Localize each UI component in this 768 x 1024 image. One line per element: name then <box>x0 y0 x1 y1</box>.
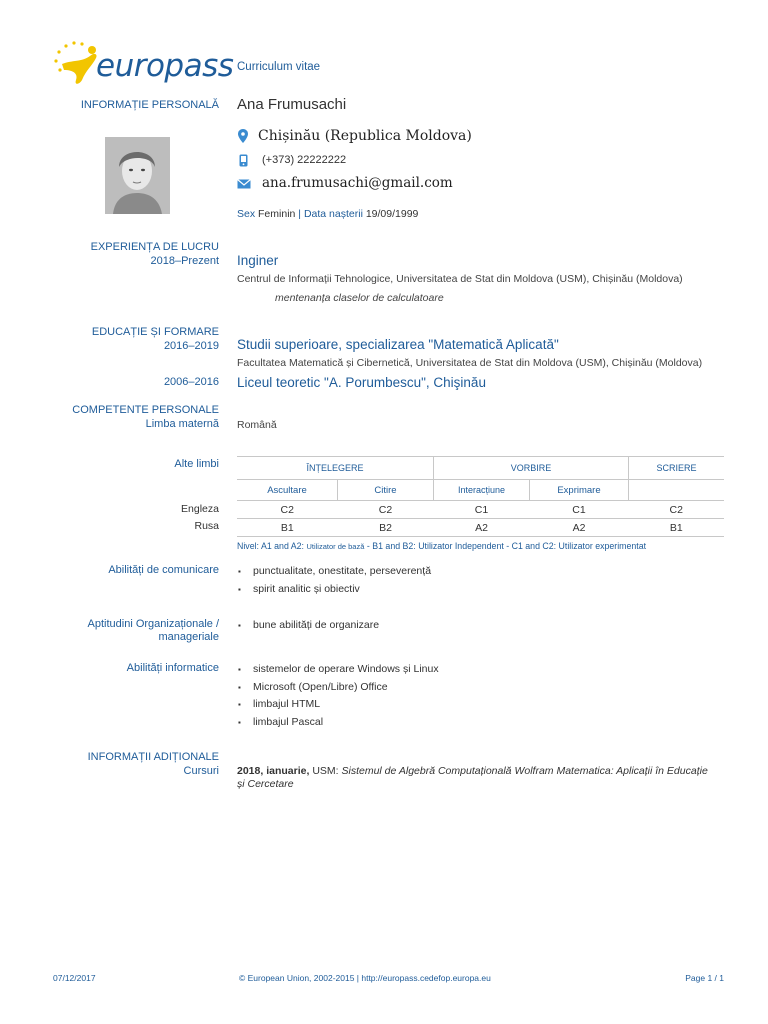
group-understanding: ÎNȚELEGERE <box>237 457 434 480</box>
course-title-line1: Sistemul de Algebră Computațională Wolfram Matematica: Aplicații în Educație <box>341 765 708 777</box>
experience-period: 2018–Prezent <box>150 255 219 267</box>
organisational-label-line2: manageriale <box>158 631 219 643</box>
section-education-label: EDUCAȚIE ȘI FORMARE <box>91 326 219 338</box>
mobile-phone-icon <box>239 154 248 170</box>
course-title-line2: și Cercetare <box>237 778 294 790</box>
courses-label: Cursuri <box>183 765 219 777</box>
subhead-listening: Ascultare <box>237 480 338 501</box>
education-period-2: 2006–2016 <box>163 376 219 388</box>
organisational-label-line1: Aptitudini Organizaționale / <box>87 618 219 630</box>
legend-part-c: - B1 and B2: Utilizator Independent - C1 and C2: Utilizator experimentat <box>366 541 647 551</box>
experience-employer: Centrul de Informații Tehnologice, Universitatea de Stat din Moldova (USM), Chișinău (Moldova) <box>237 273 683 285</box>
table-cell: C2 <box>629 501 725 519</box>
footer-copyright[interactable]: © European Union, 2002-2015 | http://europass.cedefop.europa.eu <box>239 973 491 983</box>
education-institution-1: Facultatea Matematică și Cibernetică, Universitatea de Stat din Moldova (USM), Chișinău (Moldova) <box>237 357 703 369</box>
table-cell: C1 <box>434 501 530 519</box>
list-item: ▪ Microsoft (Open/Libre) Office <box>237 679 439 697</box>
experience-description: mentenanța claselor de calculatoare <box>275 292 444 304</box>
experience-title: Inginer <box>237 253 279 268</box>
section-experience-label: EXPERIENȚA DE LUCRU <box>90 241 219 253</box>
subhead-production: Exprimare <box>530 480 629 501</box>
doc-title: Curriculum vitae <box>237 61 321 73</box>
course-org: USM: <box>312 765 339 777</box>
communication-label: Abilități de comunicare <box>108 564 219 576</box>
full-name: Ana Frumusachi <box>237 96 347 113</box>
sex-birth-line <box>237 208 418 220</box>
table-cell: A2 <box>434 519 530 537</box>
section-additional-label: INFORMAȚII ADIȚIONALE <box>87 751 219 763</box>
subhead-reading: Citire <box>338 480 434 501</box>
education-period-1: 2016–2019 <box>163 340 219 352</box>
table-cell: B2 <box>338 519 434 537</box>
group-writing: SCRIERE <box>629 457 725 480</box>
table-cell: B1 <box>237 519 338 537</box>
footer-page-number: Page 1 / 1 <box>685 973 724 983</box>
languages-table <box>237 456 724 537</box>
section-personal-label: INFORMAȚIE PERSONALĂ <box>80 99 219 111</box>
table-cell: B1 <box>629 519 725 537</box>
legend-part-b: Utilizator de bază <box>306 542 365 551</box>
education-title-1: Studii superioare, specializarea "Matematică Aplicată" <box>237 337 559 352</box>
location-icon <box>238 129 248 146</box>
education-title-2: Liceul teoretic "A. Porumbescu", Chişinău <box>237 375 486 390</box>
email-icon <box>237 179 251 192</box>
course-date: 2018, ianuarie, <box>237 765 310 777</box>
separator: | <box>298 208 302 220</box>
computer-list <box>237 661 439 731</box>
phone-text: (+373) 22222222 <box>262 154 347 166</box>
table-row <box>237 519 724 537</box>
sex-label: Sex <box>237 208 256 220</box>
profile-photo <box>105 137 170 214</box>
mother-tongue-label: Limba maternă <box>145 418 219 430</box>
mother-tongue-value: Română <box>237 419 277 431</box>
email-link[interactable]: ana.frumusachi@gmail.com <box>262 175 453 191</box>
language-level-legend <box>237 541 646 551</box>
section-skills-label: COMPETENTE PERSONALE <box>72 404 219 416</box>
birth-value: 19/09/1999 <box>365 208 419 220</box>
birth-label: Data nașterii <box>303 208 363 220</box>
list-item: ▪ spirit analitic și obiectiv <box>237 581 431 599</box>
footer-date: 07/12/2017 <box>53 973 96 983</box>
table-cell: A2 <box>530 519 629 537</box>
other-languages-label: Alte limbi <box>174 458 219 470</box>
address-text: Chișinău (Republica Moldova) <box>258 128 472 144</box>
course-entry <box>237 765 727 791</box>
table-row <box>237 501 724 519</box>
table-cell: C2 <box>338 501 434 519</box>
lang-row-label-engleza: Engleza <box>181 503 219 515</box>
list-item: ▪ bune abilități de organizare <box>237 617 379 635</box>
list-item: ▪ sistemelor de operare Windows și Linux <box>237 661 439 679</box>
computer-label: Abilități informatice <box>126 662 219 674</box>
table-cell: C1 <box>530 501 629 519</box>
list-item: ▪ limbajul Pascal <box>237 714 439 732</box>
organisational-list <box>237 617 379 635</box>
lang-row-label-rusa: Rusa <box>194 520 219 532</box>
europass-logo <box>52 40 234 90</box>
communication-list <box>237 563 431 598</box>
legend-part-a: Nivel: A1 and A2: <box>237 541 304 551</box>
subhead-interaction: Interacțiune <box>434 480 530 501</box>
sex-value: Feminin <box>258 208 296 220</box>
table-cell: C2 <box>237 501 338 519</box>
list-item: ▪ punctualitate, onestitate, perseverență <box>237 563 431 581</box>
list-item: ▪ limbajul HTML <box>237 696 439 714</box>
group-speaking: VORBIRE <box>434 457 629 480</box>
europass-wordmark: europass <box>96 48 234 84</box>
